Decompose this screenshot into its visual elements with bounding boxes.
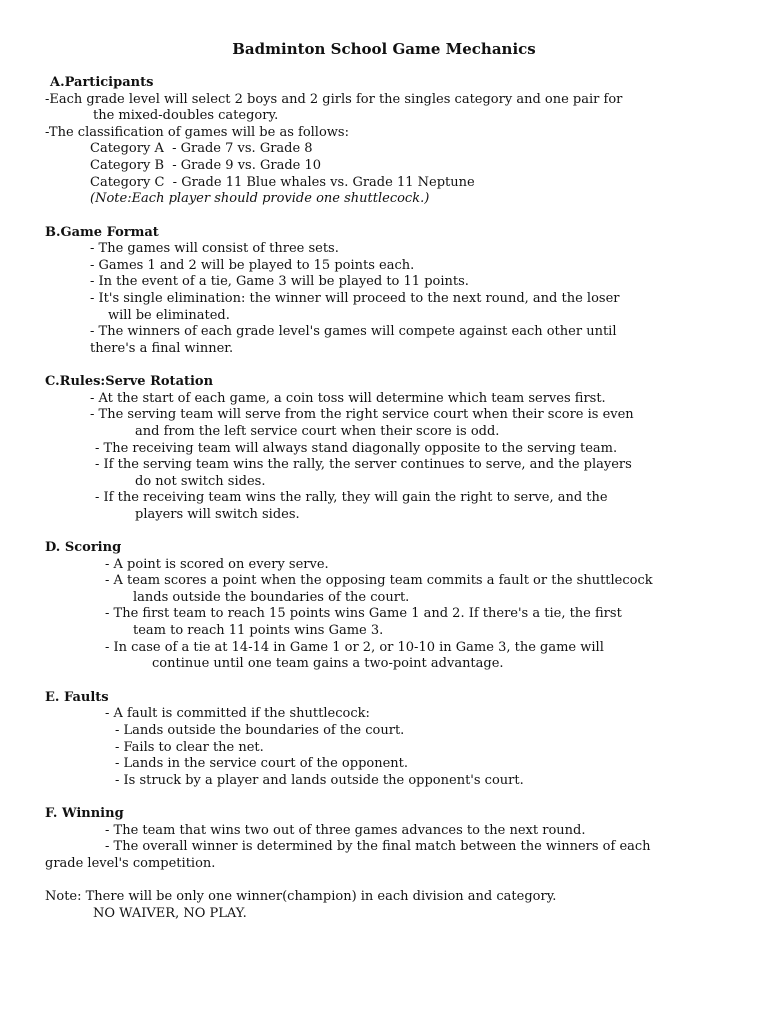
section-heading-winning: F. Winning [45, 806, 124, 821]
format-line: - It's single elimination: the winner will proceed to the next round, and the loser [90, 291, 620, 306]
section-heading-participants: A.Participants [50, 75, 154, 90]
participants-note: (Note:Each player should provide one shuttlecock.) [90, 191, 430, 206]
rules-line: - The receiving team will always stand diagonally opposite to the serving team. [95, 441, 618, 456]
section-heading-scoring: D. Scoring [45, 540, 122, 555]
section-heading-serve-rotation: C.Rules:Serve Rotation [45, 374, 214, 389]
section-heading-faults: E. Faults [45, 690, 109, 705]
format-line: - The winners of each grade level's games will compete against each other until [90, 324, 617, 339]
participants-line: the mixed-doubles category. [93, 108, 279, 123]
category-c-line: Category C - Grade 11 Blue whales vs. Grade 11 Neptune [90, 175, 475, 190]
scoring-line: - A team scores a point when the opposing team commits a fault or the shuttlecock [105, 573, 653, 588]
scoring-line: - The first team to reach 15 points wins Game 1 and 2. If there's a tie, the first [105, 606, 622, 621]
format-line: will be eliminated. [108, 308, 230, 323]
rules-line: - The serving team will serve from the right service court when their score is even [90, 407, 634, 422]
scoring-line: - A point is scored on every serve. [105, 557, 329, 572]
rules-line: - If the receiving team wins the rally, they will gain the right to serve, and the [95, 490, 608, 505]
faults-line: - Lands outside the boundaries of the court. [115, 723, 405, 738]
format-line: - Games 1 and 2 will be played to 15 points each. [90, 258, 415, 273]
category-b-line: Category B - Grade 9 vs. Grade 10 [90, 158, 322, 173]
section-heading-game-format: B.Game Format [45, 225, 159, 240]
faults-line: - A fault is committed if the shuttlecock: [105, 706, 370, 721]
footer-note: Note: There will be only one winner(champion) in each division and category. [45, 889, 557, 904]
faults-line: - Is struck by a player and lands outside the opponent's court. [115, 773, 524, 788]
format-line: - The games will consist of three sets. [90, 241, 339, 256]
document-title: Badminton School Game Mechanics [232, 40, 536, 58]
rules-line: and from the left service court when their score is odd. [135, 424, 500, 439]
rules-line: - If the serving team wins the rally, the server continues to serve, and the players [95, 457, 632, 472]
winning-line: - The overall winner is determined by the final match between the winners of each [105, 839, 651, 854]
faults-line: - Lands in the service court of the opponent. [115, 756, 409, 771]
scoring-line: - In case of a tie at 14-14 in Game 1 or 2, or 10-10 in Game 3, the game will [105, 640, 604, 655]
winning-line: - The team that wins two out of three games advances to the next round. [105, 823, 586, 838]
scoring-line: lands outside the boundaries of the court. [133, 590, 410, 605]
footer-waiver: NO WAIVER, NO PLAY. [93, 906, 247, 921]
category-a-line: Category A - Grade 7 vs. Grade 8 [90, 141, 313, 156]
participants-line: -Each grade level will select 2 boys and 2 girls for the singles category and one pair for [45, 92, 623, 107]
format-line: - In the event of a tie, Game 3 will be played to 11 points. [90, 274, 469, 289]
rules-line: do not switch sides. [135, 474, 266, 489]
participants-line: -The classification of games will be as follows: [45, 125, 349, 140]
scoring-line: team to reach 11 points wins Game 3. [133, 623, 384, 638]
faults-line: - Fails to clear the net. [115, 740, 264, 755]
winning-line: grade level's competition. [45, 856, 216, 871]
rules-line: players will switch sides. [135, 507, 300, 522]
format-line: there's a final winner. [90, 341, 234, 356]
rules-line: - At the start of each game, a coin toss will determine which team serves first. [90, 391, 606, 406]
scoring-line: continue until one team gains a two-point advantage. [152, 656, 504, 671]
